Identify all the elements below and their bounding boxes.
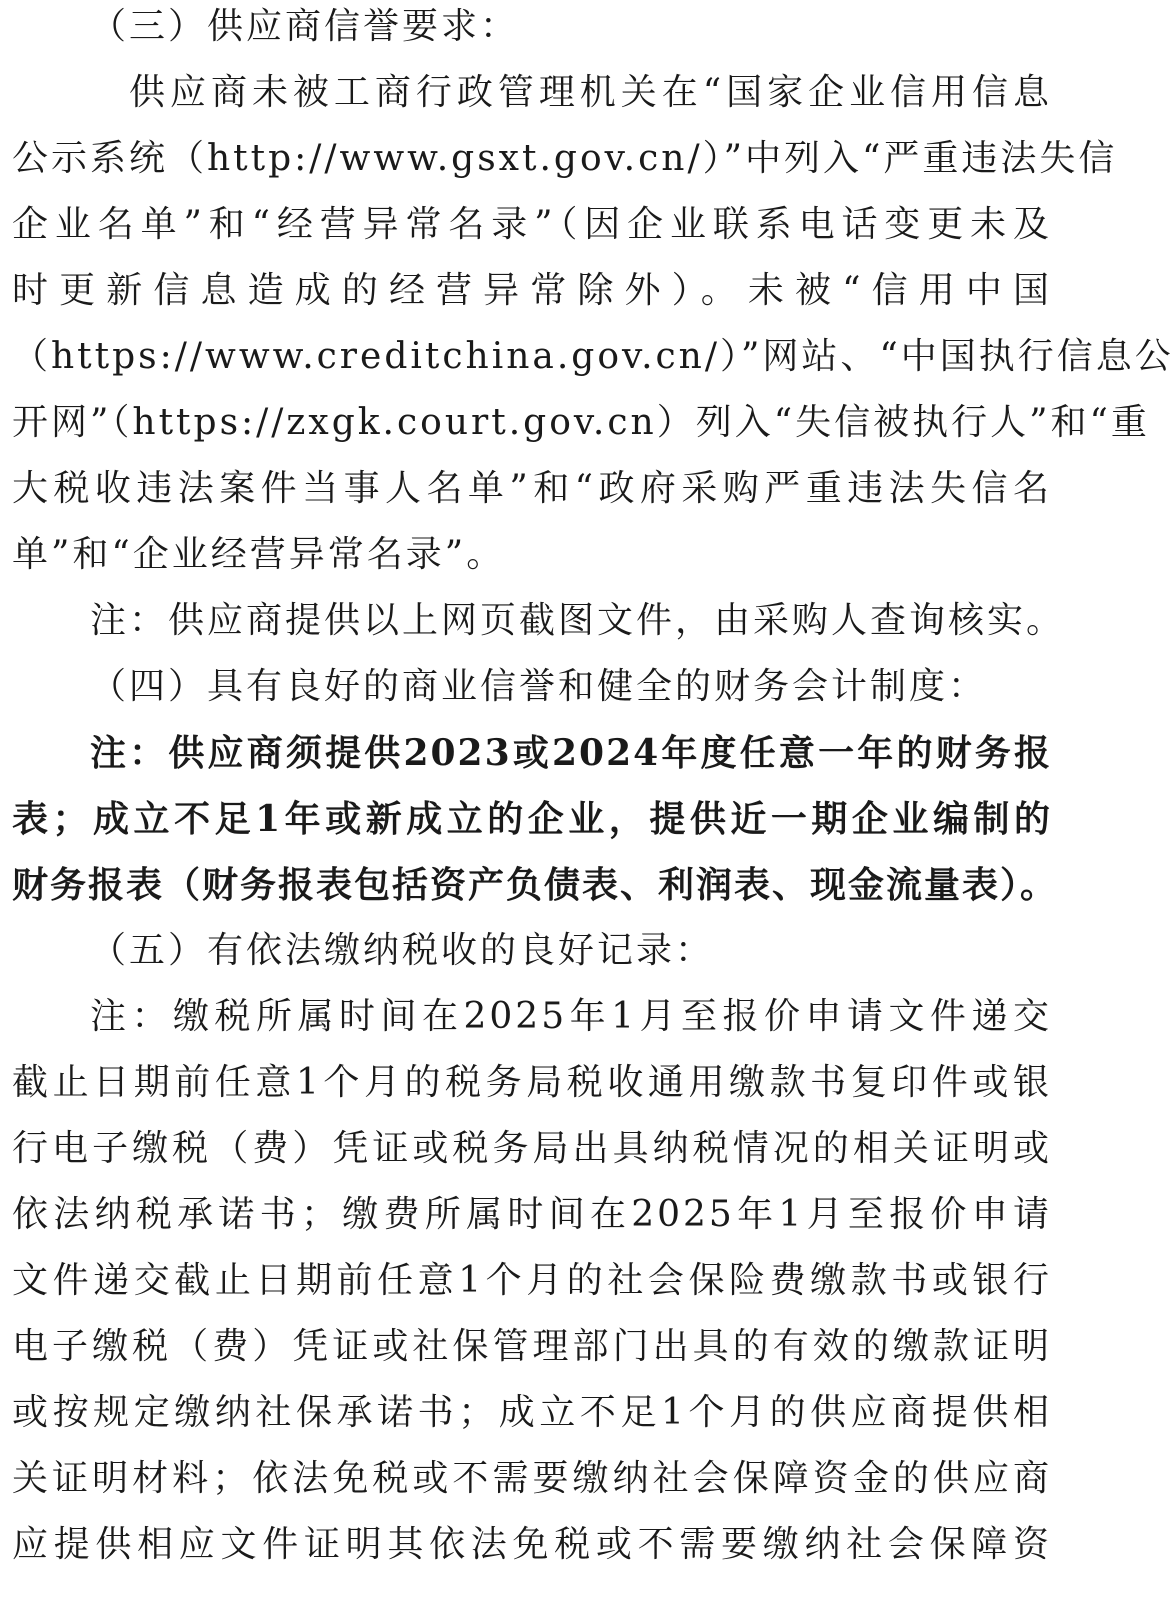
document-line: 企业名单”和“经营异常名录”（因企业联系电话变更未及 [12, 204, 1052, 245]
document-line: 大税收违法案件当事人名单”和“政府采购严重违法失信名 [12, 468, 1052, 509]
document-line: 供应商未被工商行政管理机关在“国家企业信用信息 [129, 72, 1052, 113]
document-line: 开网”（https://zxgk.court.gov.cn）列入“失信被执行人”和“重 [12, 402, 1150, 443]
document-line: 公示系统（http://www.gsxt.gov.cn/）”中列入“严重违法失信 [12, 138, 1118, 179]
document-line: 单”和“企业经营异常名录”。 [12, 534, 506, 575]
document-line: 注：缴税所属时间在2025年1月至报价申请文件递交 [90, 996, 1052, 1037]
document-line: （三）供应商信誉要求： [90, 6, 520, 47]
document-line: 表；成立不足1年或新成立的企业，提供近一期企业编制的 [12, 798, 1052, 840]
document-line: （五）有依法缴纳税收的良好记录： [90, 930, 715, 971]
document-line: 注：供应商提供以上网页截图文件，由采购人查询核实。 [90, 600, 1066, 641]
document-line: 或按规定缴纳社保承诺书；成立不足1个月的供应商提供相 [12, 1392, 1052, 1433]
document-line: 注：供应商须提供2023或2024年度任意一年的财务报 [90, 732, 1052, 774]
document-line: 时更新信息造成的经营异常除外）。未被“信用中国 [12, 270, 1052, 311]
document-line: （四）具有良好的商业信誉和健全的财务会计制度： [90, 666, 988, 707]
document-line: 文件递交截止日期前任意1个月的社会保险费缴款书或银行 [12, 1260, 1052, 1301]
document-line: 关证明材料；依法免税或不需要缴纳社会保障资金的供应商 [12, 1458, 1052, 1499]
document-line: 财务报表（财务报表包括资产负债表、利润表、现金流量表）。 [12, 864, 1059, 906]
document-line: 电子缴税（费）凭证或社保管理部门出具的有效的缴款证明 [12, 1326, 1052, 1367]
document-line: 行电子缴税（费）凭证或税务局出具纳税情况的相关证明或 [12, 1128, 1052, 1169]
document-line: 应提供相应文件证明其依法免税或不需要缴纳社会保障资 [12, 1524, 1052, 1565]
document-line: （https://www.creditchina.gov.cn/）”网站、“中国执行信息公 [12, 336, 1174, 377]
document-line: 截止日期前任意1个月的税务局税收通用缴款书复印件或银 [12, 1062, 1052, 1103]
document-line: 依法纳税承诺书；缴费所属时间在2025年1月至报价申请 [12, 1194, 1052, 1235]
